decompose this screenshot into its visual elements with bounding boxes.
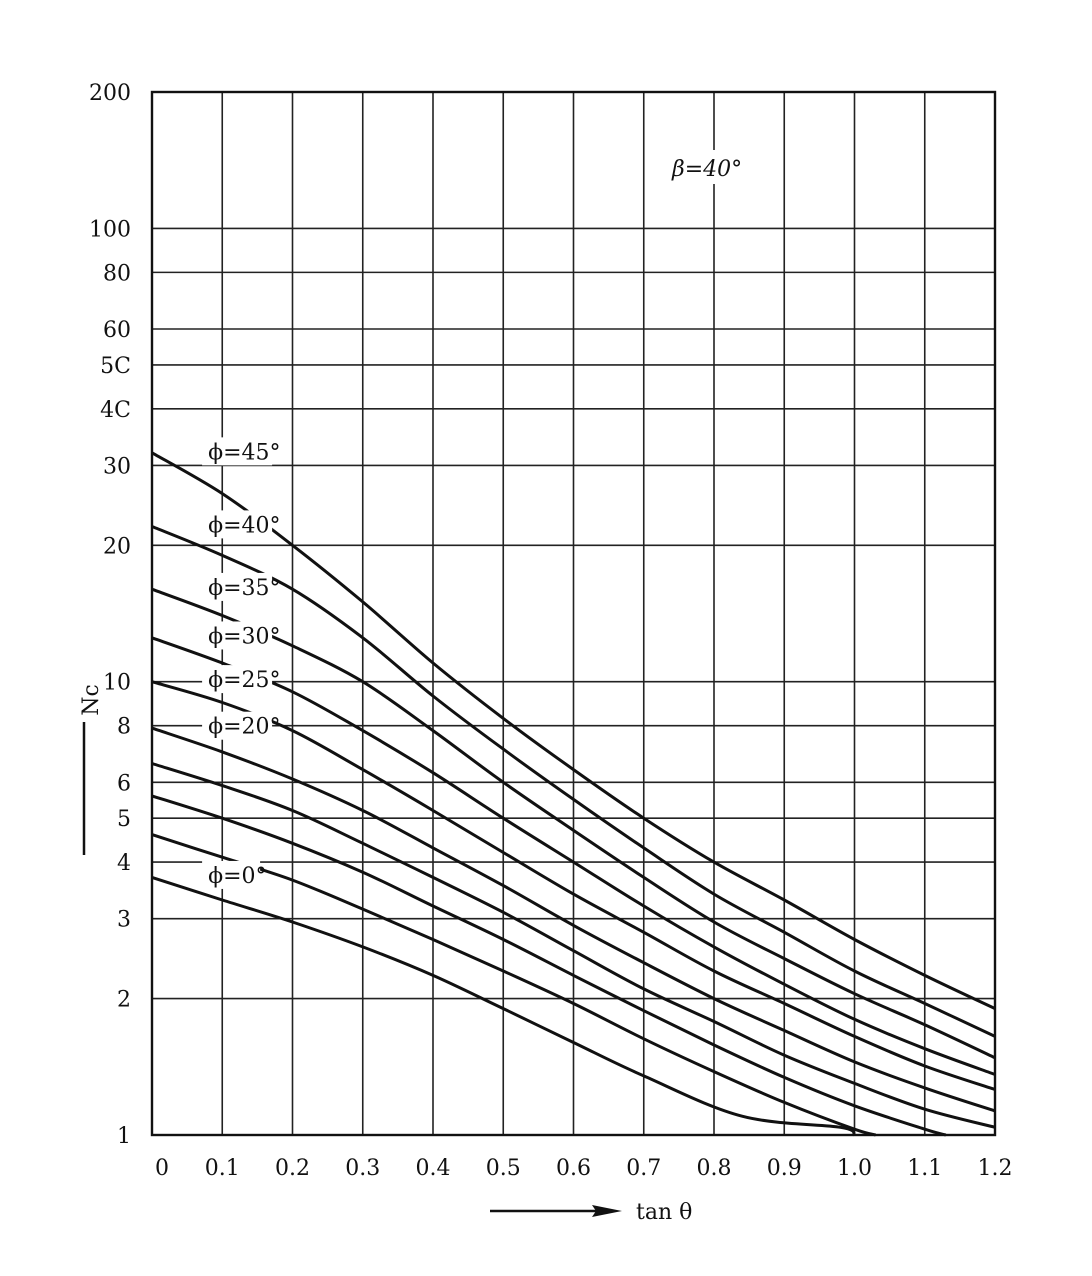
x-tick-label: 1.0 [837,1156,872,1181]
curve-label: ϕ=0° [208,863,267,889]
x-tick-label: 0.3 [345,1156,381,1181]
y-tick-label: 4C [100,397,131,423]
x-tick-label: 0.8 [696,1156,732,1181]
y-tick-label: 6 [117,771,131,797]
x-tick-label: 0.2 [275,1156,310,1181]
x-tick-label: 0.1 [204,1156,240,1181]
curve-label: ϕ=35° [208,575,281,601]
y-tick-label: 3 [117,907,131,933]
curve-label: ϕ=20° [208,714,281,740]
y-tick-label: 20 [103,534,131,560]
x-axis-ticks [155,1156,1013,1181]
y-tick-label: 5 [117,807,131,833]
x-tick-label: 1.2 [977,1156,1013,1181]
y-axis-label: Nc [79,684,104,716]
x-axis-label: tan θ [636,1200,693,1225]
y-tick-label: 80 [103,261,131,287]
curve-label: ϕ=25° [208,668,281,694]
x-tick-label: 0 [155,1156,169,1181]
x-tick-label: 0.6 [556,1156,591,1181]
y-tick-label: 100 [89,217,131,243]
x-axis-arrow-head [592,1205,622,1217]
curve-label: ϕ=45° [208,440,281,466]
x-tick-label: 0.4 [415,1156,451,1181]
y-axis-ticks [89,81,131,1149]
y-tick-label: 4 [117,851,131,877]
x-tick-label: 0.5 [485,1156,521,1181]
y-tick-label: 30 [103,454,131,480]
curve-label: ϕ=30° [208,624,281,650]
beta-annotation: β=40° [672,157,743,182]
y-tick-label: 5C [100,353,131,379]
y-tick-label: 60 [103,318,131,344]
curve-label: ϕ=40° [208,513,281,539]
y-tick-label: 10 [103,670,131,696]
x-tick-label: 0.9 [766,1156,802,1181]
x-tick-label: 0.7 [626,1156,662,1181]
x-tick-label: 1.1 [907,1156,943,1181]
y-tick-label: 200 [89,81,131,106]
y-tick-label: 2 [117,987,131,1013]
y-tick-label: 8 [117,714,131,740]
y-tick-label: 1 [117,1124,131,1149]
